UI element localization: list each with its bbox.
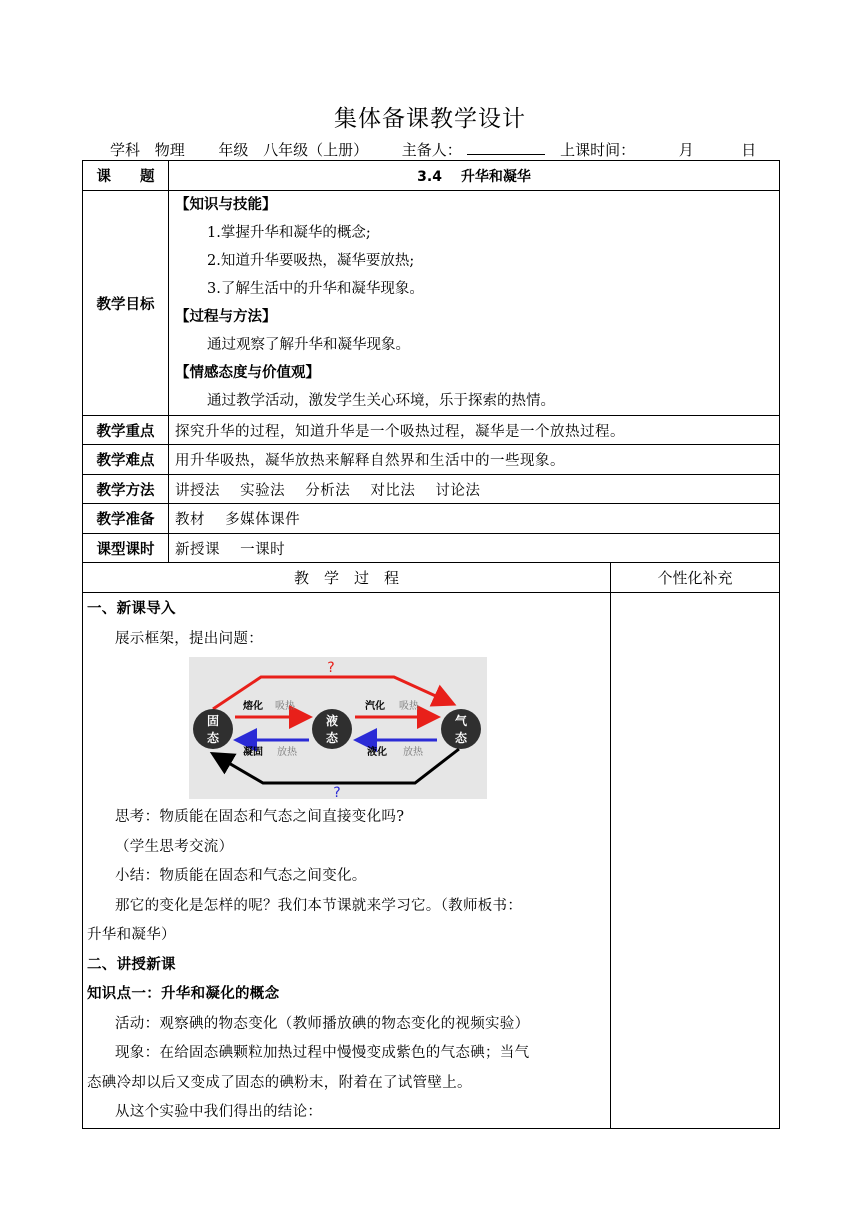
prep-label: 教学准备 xyxy=(83,504,169,534)
process-line: 升华和凝华） xyxy=(87,927,176,943)
goal-heading-process: 【过程与方法】 xyxy=(175,309,277,325)
key-label: 教学重点 xyxy=(83,416,169,445)
liquefy-note: 放热 xyxy=(403,747,423,758)
goal-item: 通过教学活动，激发学生关心环境，乐于探索的热情。 xyxy=(207,393,555,409)
goal-item: 3.了解生活中的升华和凝华现象。 xyxy=(207,281,424,297)
goals-row xyxy=(83,191,780,416)
section-heading: 二、讲授新课 xyxy=(87,956,176,973)
liquefy-label: 液化 xyxy=(367,747,387,758)
process-line: 展示框架，提出问题： xyxy=(115,630,263,647)
phase-change-diagram xyxy=(189,657,487,799)
process-line: 小结：物质能在固态和气态之间变化。 xyxy=(115,868,367,884)
month-label: 月 xyxy=(678,141,694,159)
type-label: 课型课时 xyxy=(83,534,169,563)
melt-note: 吸热 xyxy=(275,701,295,712)
melt-label: 熔化 xyxy=(243,701,263,712)
lesson-table xyxy=(82,160,780,1129)
process-line: （学生思考交流） xyxy=(115,838,234,855)
preparer-blank xyxy=(467,154,545,155)
difficulty-value: 用升华吸热，凝华放热来解释自然界和生活中的一些现象。 xyxy=(169,445,780,475)
gas-text-2: 态 xyxy=(454,731,468,745)
difficulty-row xyxy=(83,445,780,475)
process-header-row xyxy=(83,563,780,593)
goal-heading-knowledge: 【知识与技能】 xyxy=(175,197,277,213)
difficulty-label: 教学难点 xyxy=(83,445,169,475)
grade-value: 八年级（上册） xyxy=(253,139,374,161)
knowledge-point-heading: 知识点一：升华和凝化的概念 xyxy=(87,986,280,1002)
solid-text-2: 态 xyxy=(206,731,220,745)
freeze-note: 放热 xyxy=(277,747,297,758)
process-line: 思考：物质能在固态和气态之间直接变化吗? xyxy=(115,809,405,825)
process-row xyxy=(83,593,780,1129)
gas-text-1: 气 xyxy=(454,714,468,728)
goal-item: 1.掌握升华和凝华的概念; xyxy=(207,225,371,241)
goals-label: 教学目标 xyxy=(83,191,169,416)
method-value: 讲授法 实验法 分析法 对比法 讨论法 xyxy=(169,475,780,504)
section-heading: 一、新课导入 xyxy=(87,601,176,617)
liquid-text-1: 液 xyxy=(325,714,339,728)
q-bottom: ? xyxy=(333,785,341,799)
process-line: 现象：在给固态碘颗粒加热过程中慢慢变成紫色的气态碘；当气 xyxy=(115,1045,530,1061)
prep-row xyxy=(83,504,780,534)
method-row xyxy=(83,475,780,504)
q-top: ? xyxy=(327,660,335,676)
topic-value: 3.4 升华和凝华 xyxy=(169,161,780,191)
type-value: 新授课 一课时 xyxy=(169,534,780,563)
process-line: 从这个实验中我们得出的结论： xyxy=(115,1104,323,1120)
process-content xyxy=(83,593,611,1129)
preparer-label: 主备人： xyxy=(401,141,462,159)
grade-label: 年级 xyxy=(218,141,249,159)
goal-item: 2.知道升华要吸热，凝华要放热; xyxy=(207,253,415,269)
process-line: 活动：观察碘的物态变化（教师播放碘的物态变化的视频实验） xyxy=(115,1015,530,1032)
subject-value: 物理 xyxy=(145,139,191,161)
key-row xyxy=(83,416,780,445)
supplement-content xyxy=(611,593,780,1129)
process-line: 态碘冷却以后又变成了固态的碘粉末，附着在了试管壁上。 xyxy=(87,1074,472,1091)
process-line: 那它的变化是怎样的呢？我们本节课就来学习它。（教师板书： xyxy=(115,897,523,914)
document-title: 集体备课教学设计 xyxy=(334,106,526,132)
vapor-note: 吸热 xyxy=(399,701,419,712)
process-header: 教 学 过 程 xyxy=(83,563,611,593)
goal-item: 通过观察了解升华和凝华现象。 xyxy=(207,337,410,353)
goal-heading-attitude: 【情感态度与价值观】 xyxy=(175,365,320,381)
topic-row xyxy=(83,161,780,191)
phase-diagram-svg xyxy=(189,657,487,799)
liquid-text-2: 态 xyxy=(325,731,339,745)
header-info xyxy=(110,139,770,161)
topic-label: 课 题 xyxy=(83,161,169,191)
time-label: 上课时间： xyxy=(560,141,636,159)
method-label: 教学方法 xyxy=(83,475,169,504)
vapor-label: 汽化 xyxy=(365,701,385,712)
freeze-label: 凝固 xyxy=(243,747,263,758)
supplement-header: 个性化补充 xyxy=(611,563,780,593)
type-row xyxy=(83,534,780,563)
solid-text-1: 固 xyxy=(206,714,220,728)
day-label: 日 xyxy=(741,141,757,159)
prep-value: 教材 多媒体课件 xyxy=(169,504,780,534)
key-value: 探究升华的过程，知道升华是一个吸热过程，凝华是一个放热过程。 xyxy=(169,416,780,445)
subject-label: 学科 xyxy=(110,141,141,159)
goals-content xyxy=(169,191,780,416)
